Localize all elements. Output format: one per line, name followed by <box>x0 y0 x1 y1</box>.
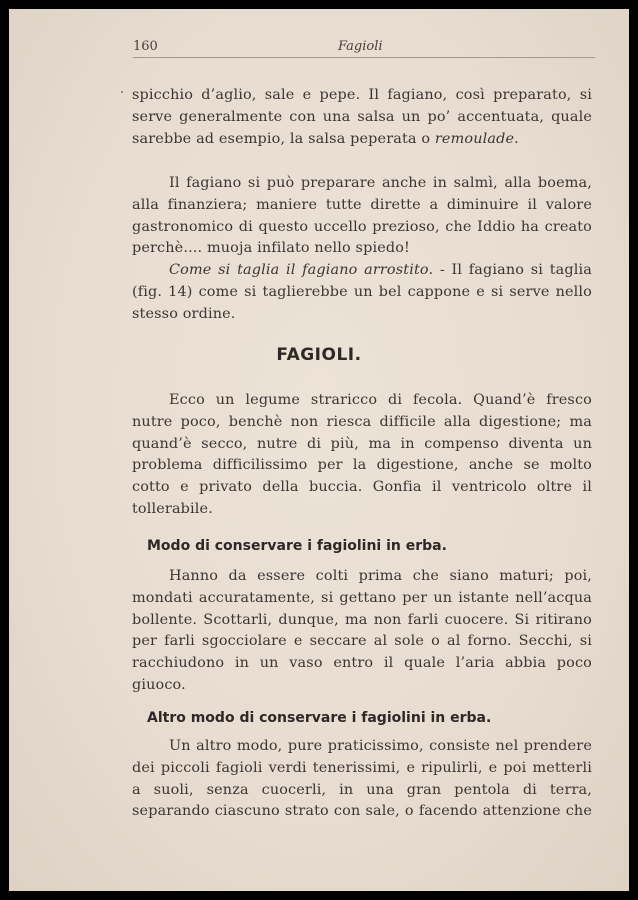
scanned-page <box>9 9 629 891</box>
italic-heading: Come si taglia il fagiano arrostito. <box>169 262 434 278</box>
paragraph-pheasant-preparations <box>132 173 592 260</box>
subheading-preserve-beans: Modo di conservare i fagiolini in erba. <box>147 538 447 554</box>
paragraph-preserve-method-1 <box>132 566 592 697</box>
paragraph-text: spicchio d’aglio, sale e pepe. Il fagiano, così preparato, si serve generalmente con una salsa un po’ accentuata, quale sarebbe ad esempio, la salsa peperata o <box>132 87 592 147</box>
running-title: Fagioli <box>338 39 383 54</box>
paragraph-beans-intro <box>132 390 592 521</box>
paragraph-text: Un altro modo, pure praticissimo, consiste nel prendere dei piccoli fagioli verdi tenerissimi, e ripulirli, e poi metterli a suoli, senza cuocerli, in una gran pentola di terra, separando ciascuno strato con sale, o facendo attenzione che <box>132 738 592 820</box>
paragraph-text: Il fagiano si può preparare anche in salmì, alla boema, alla finanziera; maniere tutte dirette a diminuire il valore gastronomico di questo uccello prezioso, che Iddio ha creato perchè.... muoja infilato nello spiedo! <box>132 175 592 257</box>
paragraph-pheasant-carving <box>132 260 592 325</box>
scan-speck <box>121 91 123 93</box>
section-title: FAGIOLI. <box>276 345 362 365</box>
page-header <box>133 37 595 58</box>
paragraph-text: Ecco un legume straricco di fecola. Quand’è fresco nutre poco, benchè non riesca difficile alla digestione; ma quand’è secco, nutre di più, ma in compenso diventa un problema difficilissimo per la digestione, anche se molto cotto e privato della buccia. Gonfia il ventricolo oltre il tollerabile. <box>132 392 592 517</box>
subheading-preserve-beans-alt: Altro modo di conservare i fagiolini in erba. <box>147 710 492 726</box>
paragraph-text: Hanno da essere colti prima che siano maturi; poi, mondati accuratamente, si gettano per un istante nell’acqua bollente. Scottarli, dunque, ma non farli cuocere. Si ritirano per farli sgocciolare e seccare al sole o al forno. Secchi, si racchiudono in un vaso entro il quale l’aria abbia poco giuoco. <box>132 568 592 693</box>
page-number: 160 <box>133 39 158 54</box>
paragraph-preserve-method-2 <box>132 736 592 823</box>
paragraph-text: - Il fagiano si taglia (fig. 14) come si taglierebbe un bel cappone e si serve nello stesso ordine. <box>132 262 592 322</box>
paragraph-text: . <box>514 130 519 147</box>
italic-term: remoulade <box>434 130 515 147</box>
paragraph-pheasant-sauce <box>132 85 592 150</box>
